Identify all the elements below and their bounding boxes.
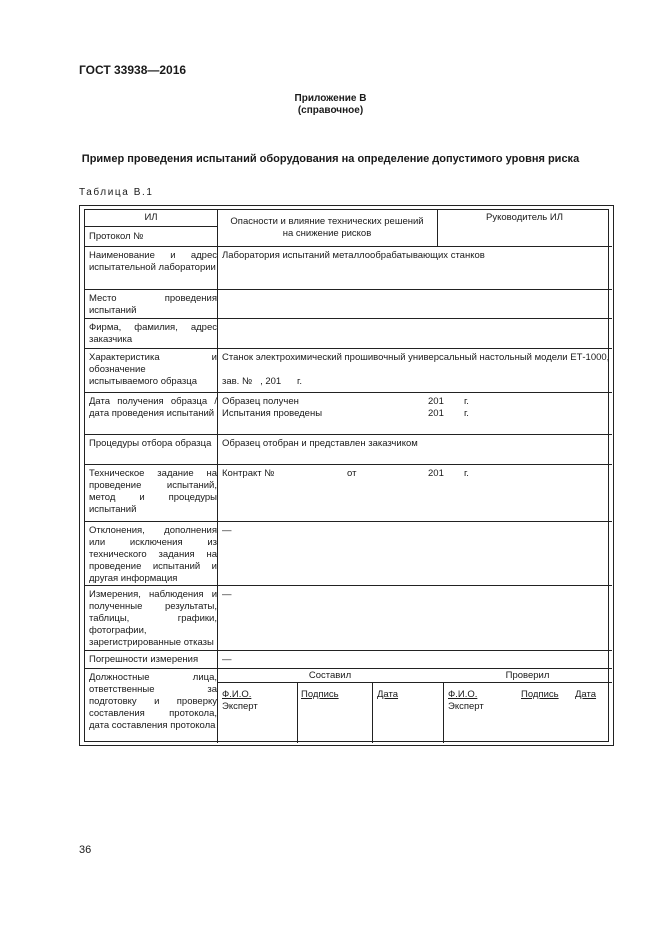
il-header: ИЛ [144, 212, 158, 223]
row-value-sampling: Образец отобран и представлен заказчиком [222, 438, 418, 449]
checked-by-header: Проверил [505, 670, 550, 681]
row-label-test-spec: Техническое задание на проведение испытаний, метод и процедуры испытаний [89, 468, 217, 515]
row-label-deviations: Отклонения, дополнения или исключения из технического задания на проведение испытаний и другая информация [89, 525, 217, 584]
sample-received-year: 201 [428, 396, 444, 407]
contract-from-label: от [347, 468, 357, 479]
appendix-title: Приложение В [294, 93, 367, 104]
contract-year: 201 [428, 468, 444, 479]
checker-fio-label: Ф.И.О. [448, 689, 478, 700]
protocol-table [79, 205, 614, 746]
row-label-customer: Фирма, фамилия, адрес заказчика [89, 322, 217, 345]
row-label-sampling: Процедуры отбора образца [89, 438, 212, 449]
table-inner-frame [84, 209, 609, 742]
row-label-errors: Погрешности измерения [89, 654, 199, 665]
row-value-errors: — [222, 654, 232, 665]
table-label: Таблица В.1 [79, 187, 154, 198]
row-value-sample-model: Станок электрохимический прошивочный универсальный настольный модели ЕТ-1000, [222, 352, 610, 363]
contract-g: г. [464, 468, 469, 479]
checker-expert-label: Эксперт [448, 701, 484, 712]
tests-conducted-year: 201 [428, 408, 444, 419]
row-label-test-location: Место проведения испытаний [89, 293, 217, 316]
contract-label: Контракт № [222, 468, 275, 479]
composer-signature-label: Подпись [301, 689, 339, 700]
row-value-lab-name: Лаборатория испытаний металлообрабатывающих станков [222, 250, 485, 261]
tests-conducted-g: г. [464, 408, 469, 419]
checker-signature-label: Подпись [521, 689, 559, 700]
row-label-lab-name: Наименование и адрес испытательной лаборатории [89, 250, 217, 273]
appendix-subtitle: (справочное) [297, 105, 364, 116]
row-label-measurements: Измерения, наблюдения и полученные результаты, таблицы, графики, фотографии, зарегистрированные отказы [89, 589, 217, 648]
tests-conducted-label: Испытания проведены [222, 408, 323, 419]
composed-by-header: Составил [308, 670, 352, 681]
composer-fio-label: Ф.И.О. [222, 689, 252, 700]
composer-expert-label: Эксперт [222, 701, 258, 712]
hazards-header: Опасности и влияние технических решений на снижение рисков [230, 216, 424, 239]
lab-head-header: Руководитель ИЛ [486, 212, 563, 223]
row-value-serial-number: зав. № , 201 г. [222, 376, 302, 387]
document-code: ГОСТ 33938—2016 [79, 63, 187, 77]
sample-received-label: Образец получен [222, 396, 299, 407]
row-value-deviations: — [222, 525, 232, 536]
row-label-sample-description: Характеристика и обозначение испытываемого образца [89, 352, 217, 387]
row-label-dates: Дата получения образца / дата проведения испытаний [89, 396, 217, 419]
checker-date-label: Дата [575, 689, 597, 700]
composer-date-label: Дата [377, 689, 399, 700]
row-value-measurements: — [222, 589, 232, 600]
page-title: Пример проведения испытаний оборудования на определение допустимого уровня риска [81, 153, 580, 165]
sample-received-g: г. [464, 396, 469, 407]
protocol-number-label: Протокол № [89, 231, 144, 242]
row-label-officials: Должностные лица, ответственные за подготовку и проверку составления протокола, дата составления протокола [89, 672, 217, 731]
page-number: 36 [79, 844, 92, 856]
